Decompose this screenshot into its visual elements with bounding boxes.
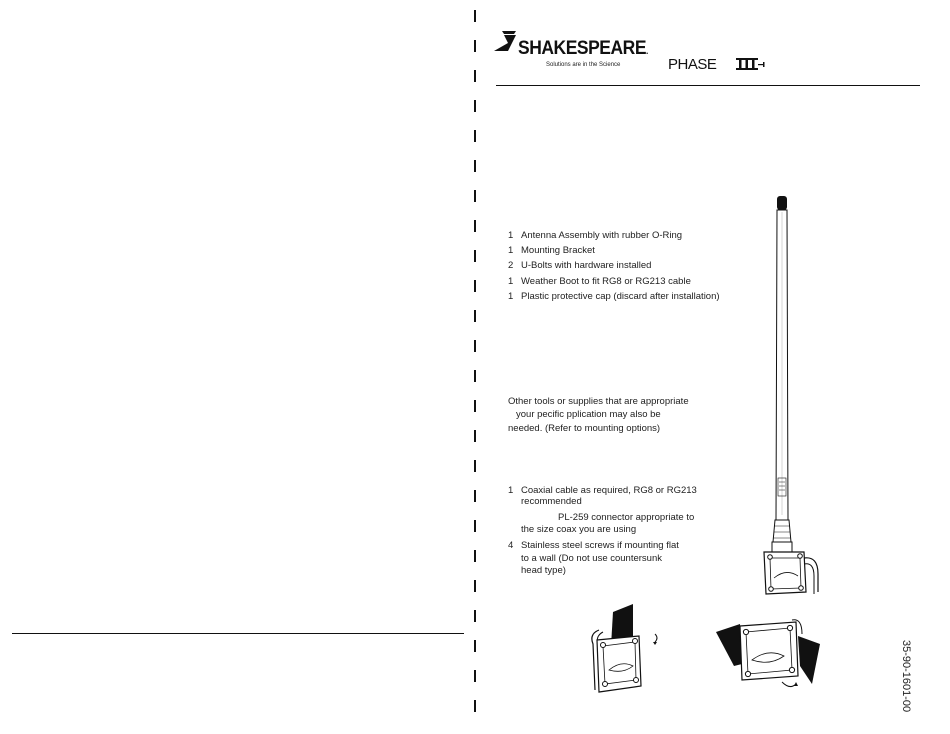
required-item: 1 Coaxial cable as required, RG8 or RG213 (508, 485, 697, 496)
product-line-title: PHASE (668, 56, 717, 73)
mount-flap-left (716, 624, 742, 666)
contents-item: 1 Mounting Bracket (508, 245, 595, 256)
contents-item: 1 Antenna Assembly with rubber O-Ring (508, 230, 683, 241)
bracket-flat-mount-illustration (716, 614, 826, 694)
tools-note-line: Other tools or supplies that are appropriate (508, 396, 689, 407)
mount-flap-right (798, 636, 820, 684)
shakespeare-logo-icon (494, 31, 518, 53)
header-rule (496, 85, 920, 86)
contents-item: 1 Weather Boot to fit RG8 or RG213 cable (508, 276, 691, 287)
antenna-ferrule (773, 520, 791, 542)
contents-item: 1 Plastic protective cap (discard after installation) (508, 291, 720, 302)
tools-note-line: needed. (Refer to mounting options) (508, 423, 661, 434)
bracket-cap-illustration (583, 604, 673, 704)
part-number: 35-90-1601-00 (900, 640, 912, 713)
required-item: PL-259 connector appropriate to (558, 512, 695, 523)
antenna-tip-cap (777, 196, 787, 210)
required-item-cont: head type) (521, 565, 566, 576)
required-item-cont: the size coax you are using (521, 524, 637, 535)
required-item-cont: recommended (521, 496, 582, 507)
brand-tagline: Solutions are in the Science (546, 62, 621, 68)
required-item-cont: to a wall (Do not use countersunk (521, 553, 662, 564)
tools-note-line: your pecific pplication may also be (516, 409, 661, 420)
antenna-illustration (752, 190, 832, 600)
antenna-base-nut (772, 542, 792, 552)
brand-name: SHAKESPEARE. (518, 38, 648, 59)
contents-item: 2 U-Bolts with hardware installed (508, 260, 652, 271)
required-item: 4 Stainless steel screws if mounting flat (508, 540, 679, 551)
phase-three-roman-icon (736, 57, 766, 71)
left-panel-divider (12, 633, 464, 634)
